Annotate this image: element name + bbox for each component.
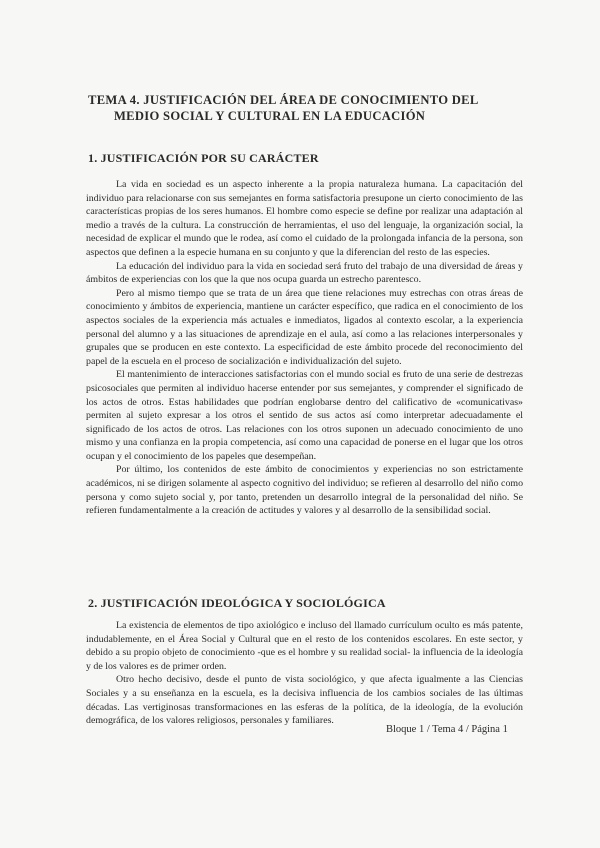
section-1-paragraph-4: El mantenimiento de interacciones satisfactorias con el mundo social es fruto de una serie de destrezas psicosociales que permiten al individuo hacerse entender por sus semejantes, y comprender el significado de los actos de otros. Estas habilidades que podrían englobarse dentro del calificativo de «comunicativas» permiten al sujeto expresar a los otros el sentido de sus actos así como interpretar adecuadamente el significado de los actos de otros. Las relaciones con los otros suponen un adecuado conocimiento de uno mismo y una confianza en la propia competencia, así como una capacidad de ponerse en el lugar que los otros ocupan y el conocimiento de los papeles que desempeñan.: [86, 369, 523, 462]
section-1-paragraph-3: Pero al mismo tiempo que se trata de un área que tiene relaciones muy estrechas con otras áreas de conocimiento y ámbitos de experiencia, mantiene un carácter específico, que radica en el conocimiento de los aspectos sociales de la experiencia más actuales e inmediatos, ligados al contexto escolar, a la experiencia personal del alumno y a las situaciones de aprendizaje en el aula, así como a las relaciones interpersonales y grupales que se producen en este contexto. La especificidad de este ámbito procede del reconocimiento del papel de la escuela en el proceso de socialización e individualización del sujeto.: [86, 287, 523, 367]
section-1-paragraph-1: La vida en sociedad es un aspecto inherente a la propia naturaleza humana. La capacitación del individuo para relacionarse con sus semejantes en forma satisfactoria presupone un cierto conocimiento de las características propias de los seres humanos. El hombre como especie se define por realizar una adaptación al medio a través de la cultura. La construcción de herramientas, el uso del lenguaje, la organización social, la necesidad de explicar el mundo que le rodea, así como el cuidado de la prolongada infancia de la persona, son aspectos que definen a la especie humana en su conjunto y que la diferencian del resto de las especies.: [86, 179, 523, 258]
page-footer: Bloque 1 / Tema 4 / Página 1: [386, 724, 508, 735]
section-2-paragraph-1: La existencia de elementos de tipo axiológico e incluso del llamado currículum oculto es más patente, indudablemente, en el Área Social y Cultural que en el resto de los contenidos escolares. En este sector, y debido a su propio objeto de conocimiento -que es el hombre y su realidad social- la influencia de la ideología y de los valores es de primer orden.: [86, 620, 523, 672]
section-2-heading: 2. JUSTIFICACIÓN IDEOLÓGICA Y SOCIOLÓGICA: [88, 596, 386, 610]
section-2-paragraph-2: Otro hecho decisivo, desde el punto de vista sociológico, y que afecta igualmente a las Ciencias Sociales y a su enseñanza en la escuela, es la decisiva influencia de los cambios sociales de las últimas décadas. Las vertiginosas transformaciones en las esferas de la política, de la ideología, de la evolución demográfica, de los valores religiosos, personales y familiares.: [86, 674, 523, 727]
title-line-1: TEMA 4. JUSTIFICACIÓN DEL ÁREA DE CONOCIMIENTO DEL: [88, 93, 479, 107]
section-1-paragraph-5: Por último, los contenidos de este ámbito de conocimientos y experiencias no son estrictamente académicos, ni se dirigen solamente al aspecto cognitivo del individuo; se refieren al desarrollo del niño como persona y como sujeto social y, por tanto, pretenden un desarrollo integral de la personalidad del niño. Se refieren fundamentalmente a la creación de actitudes y valores y al desarrollo de la sensibilidad social.: [86, 464, 523, 517]
section-1-heading: 1. JUSTIFICACIÓN POR SU CARÁCTER: [88, 151, 319, 165]
document-title: [88, 92, 528, 124]
section-1-body: [86, 178, 523, 518]
title-line-2: MEDIO SOCIAL Y CULTURAL EN LA EDUCACIÓN: [114, 109, 426, 123]
section-1-paragraph-2: La educación del individuo para la vida en sociedad será fruto del trabajo de una diversidad de áreas y ámbitos de experiencias con los que la que nos ocupa guarda un estrecho parentesco.: [86, 260, 523, 286]
section-2-body: [86, 619, 523, 728]
